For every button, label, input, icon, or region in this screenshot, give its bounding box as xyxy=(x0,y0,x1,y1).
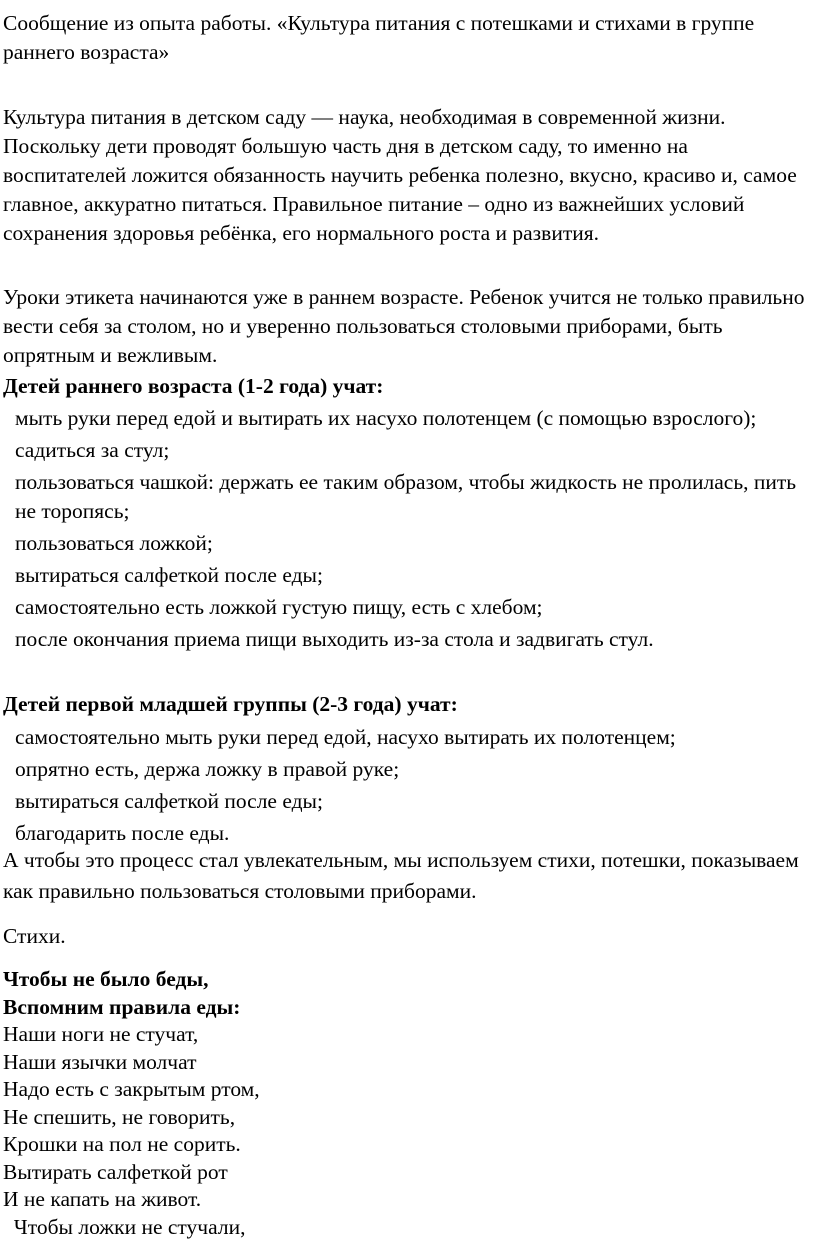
list-item: самостоятельно есть ложкой густую пищу, есть с хлебом; xyxy=(15,595,543,619)
list-item: пользоваться чашкой: держать ее таким образом, чтобы жидкость не пролилась, пить не торопясь; xyxy=(15,470,797,523)
poem-line: Крошки на пол не сорить. xyxy=(3,1132,241,1156)
list-item: самостоятельно мыть руки перед едой, насухо вытирать их полотенцем; xyxy=(15,725,676,749)
poems-label: Стихи. xyxy=(3,924,66,948)
poem xyxy=(3,966,808,1241)
list-item: вытираться салфеткой после еды; xyxy=(15,563,323,587)
list-item: благодарить после еды. xyxy=(15,821,230,845)
list-item: мыть руки перед едой и вытирать их насухо полотенцем (с помощью взрослого); xyxy=(15,406,757,430)
list-item: вытираться салфеткой после еды; xyxy=(15,789,323,813)
poem-line: Вытирать салфеткой рот xyxy=(3,1159,228,1184)
junior-group-list xyxy=(15,723,805,851)
etiquette-paragraph: Уроки этикета начинаются уже в раннем возрасте. Ребенок учится не только правильно вести себя за столом, но и уверенно пользоваться столовыми приборами, быть опрятным и вежливым. xyxy=(3,285,805,367)
process-paragraph: А чтобы это процесс стал увлекательным, мы используем стихи, потешки, показываем как правильно пользоваться столовыми приборами. xyxy=(3,848,799,903)
poem-line: Наши язычки молчат xyxy=(3,1049,197,1074)
list-item: пользоваться ложкой; xyxy=(15,531,213,555)
poem-line: Чтобы ложки не стучали, xyxy=(3,1214,246,1239)
list-item: после окончания приема пищи выходить из-за стола и задвигать стул. xyxy=(15,627,654,651)
poem-line: Вспомним правила еды: xyxy=(3,994,241,1019)
junior-group-heading: Детей первой младшей группы (2-3 года) учат: xyxy=(3,692,458,716)
document-title: Сообщение из опыта работы. «Культура питания с потешками и стихами в группе раннего возраста» xyxy=(3,11,755,64)
list-item: садиться за стул; xyxy=(15,438,170,462)
early-group-heading: Детей раннего возраста (1-2 года) учат: xyxy=(3,374,384,398)
poem-line: Чтобы не было беды, xyxy=(3,967,209,991)
intro-paragraph: Культура питания в детском саду — наука, необходимая в современной жизни. Поскольку дети проводят большую часть дня в детском саду, то именно на воспитателей ложится обязанность научить ребенка полезно, вкусно, красиво и, самое главное, аккуратно питаться. Правильное питание – одно из важнейших условий сохранения здоровья ребёнка, его нормального роста и развития. xyxy=(3,105,797,245)
early-group-list xyxy=(15,404,805,657)
list-item: опрятно есть, держа ложку в правой руке; xyxy=(15,757,400,781)
poem-line: Не спешить, не говорить, xyxy=(3,1104,236,1129)
poem-line: Наши ноги не стучат, xyxy=(3,1022,199,1046)
poem-line: И не капать на живот. xyxy=(3,1187,202,1211)
poem-line: Надо есть с закрытым ртом, xyxy=(3,1077,260,1101)
